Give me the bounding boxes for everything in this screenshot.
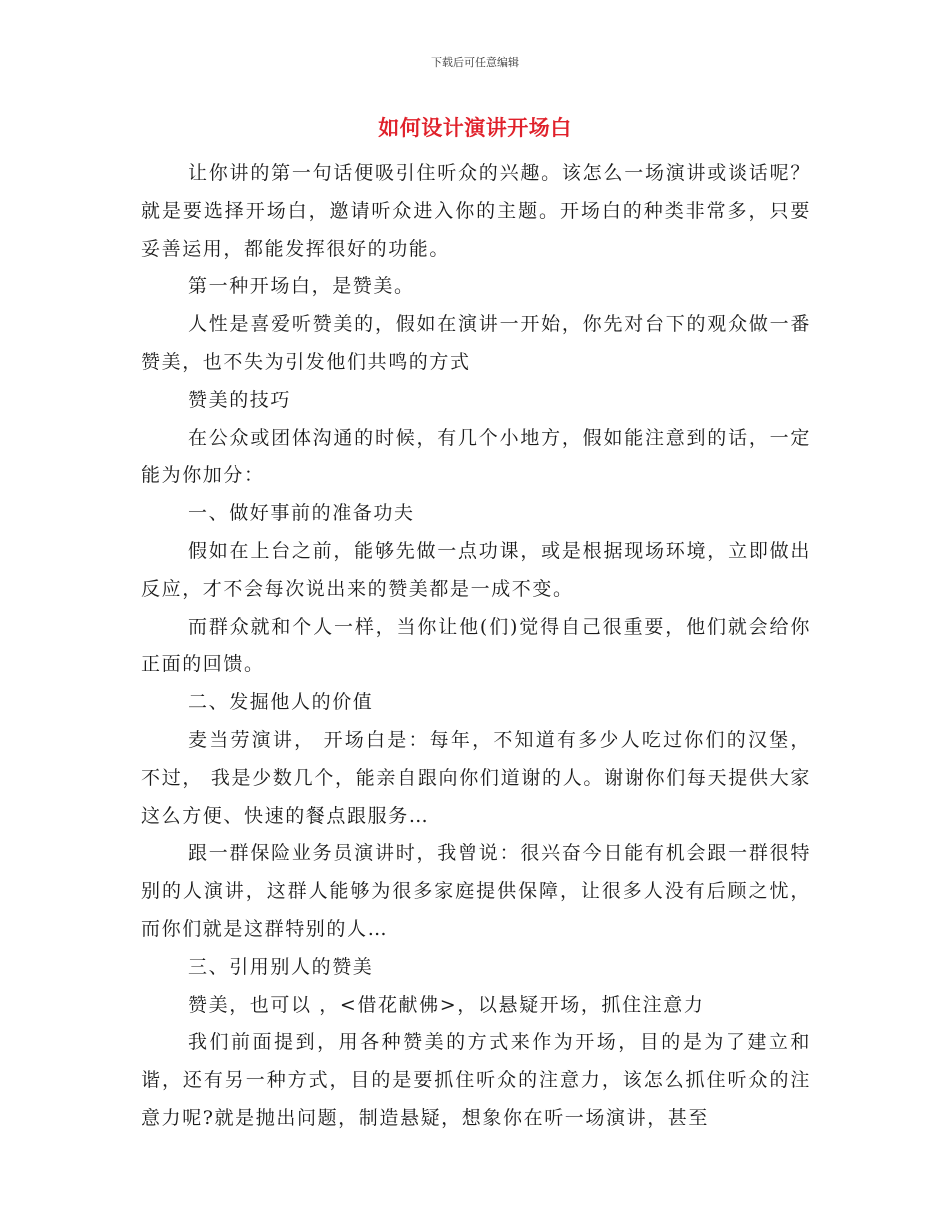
document-body: [141, 155, 811, 1138]
paragraph: 让你讲的第一句话便吸引住听众的兴趣。该怎么一场演讲或谈话呢？就是要选择开场白，邀请听众进入你的主题。开场白的种类非常多，只要妥善运用，都能发挥很好的功能。: [141, 162, 811, 260]
section-heading: 一、做好事前的准备功夫: [188, 502, 415, 525]
section-heading: 三、引用别人的赞美: [188, 955, 374, 978]
paragraph: 人性是喜爱听赞美的，假如在演讲一开始，你先对台下的观众做一番赞美，也不失为引发他们共鸣的方式: [141, 313, 811, 373]
paragraph: 我们前面提到，用各种赞美的方式来作为开场，目的是为了建立和谐，还有另一种方式，目的是要抓住听众的注意力，该怎么抓住听众的注意力呢?就是抛出问题，制造悬疑，想象你在听一场演讲，甚至: [141, 1031, 811, 1129]
paragraph: 赞美的技巧: [188, 388, 292, 411]
paragraph: 第一种开场白，是赞美。: [188, 275, 415, 298]
section-heading: 二、发掘他人的价值: [188, 691, 374, 714]
paragraph: 跟一群保险业务员演讲时，我曾说：很兴奋今日能有机会跟一群很特别的人演讲，这群人能够为很多家庭提供保障，让很多人没有后顾之忧，而你们就是这群特别的人…: [141, 842, 811, 940]
paragraph: 赞美，也可以 ，<借花献佛>，以悬疑开场，抓住注意力: [188, 993, 705, 1016]
paragraph: 在公众或团体沟通的时候，有几个小地方，假如能注意到的话，一定能为你加分：: [141, 426, 811, 487]
paragraph: 麦当劳演讲， 开场白是：每年，不知道有多少人吃过你们的汉堡，不过， 我是少数几个，能亲自跟向你们道谢的人。谢谢你们每天提供大家这么方便、快速的餐点跟服务…: [141, 728, 811, 827]
paragraph: 而群众就和个人一样，当你让他(们)觉得自己很重要，他们就会给你正面的回馈。: [141, 615, 811, 676]
document-title: 如何设计演讲开场白: [378, 116, 572, 140]
header-note: 下载后可任意编辑: [431, 56, 519, 69]
paragraph: 假如在上台之前，能够先做一点功课，或是根据现场环境，立即做出反应，才不会每次说出来的赞美都是一成不变。: [141, 539, 811, 600]
